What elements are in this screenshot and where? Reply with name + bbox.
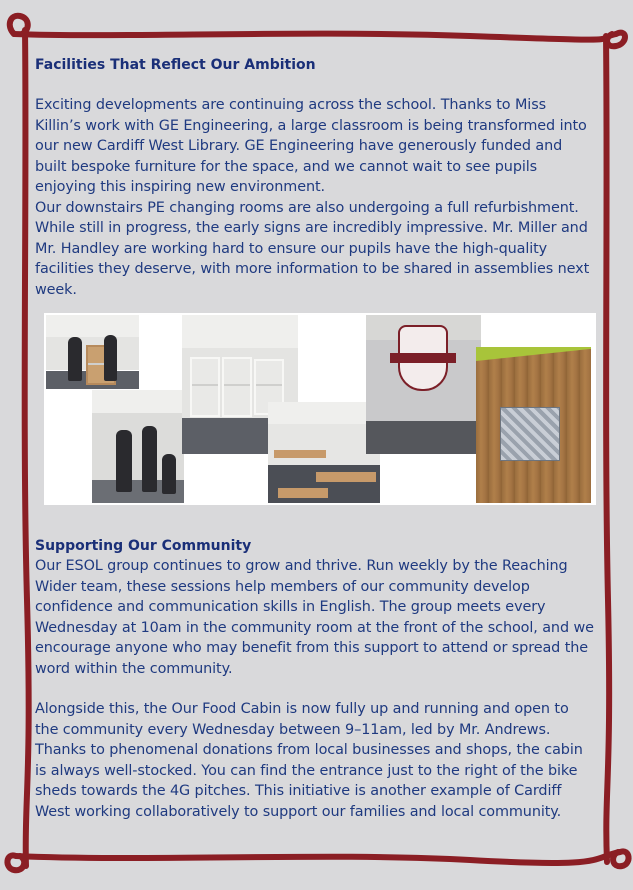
door-panel-photo [476,347,591,503]
text-line: Our ESOL group continues to grow and thrive. Run weekly by the Reaching [35,558,568,574]
text-line: Our downstairs PE changing rooms are also undergoing a full refurbishment. [35,199,579,216]
cardiff-west-crest-icon [398,325,448,391]
text-line: built bespoke furniture for the space, and we cannot wait to see pupils [35,158,538,175]
text-line: Wider team, these sessions help members of our community develop [35,578,530,595]
text-line: week. [35,281,77,298]
text-line: encourage anyone who may benefit from this support to attend or spread the [35,640,589,656]
text-line: West working collaboratively to support our families and local community. [35,803,562,820]
text-line: Wednesday at 10am in the community room at the front of the school, and we [35,619,594,636]
facilities-photo-collage [44,313,596,505]
community-content [35,537,597,822]
text-line: Thanks to phenomenal donations from local businesses and shops, the cabin [35,742,583,758]
text-line: our new Cardiff West Library. GE Engineering have generously funded and [35,138,563,154]
library-workers-photo [46,315,139,389]
text-line: Mr. Handley are working hard to ensure our pupils have the high-quality [35,240,548,257]
newsletter-content [35,56,597,300]
text-line: While still in progress, the early signs are incredibly impressive. Mr. Miller and [35,220,588,236]
text-line: enjoying this inspiring new environment. [35,179,325,195]
facilities-paragraph-1 [35,95,597,198]
text-line: word within the community. [35,660,233,677]
facilities-paragraph-2 [35,198,597,301]
metal-vent-icon [500,407,560,461]
text-line: Exciting developments are continuing across the school. Thanks to Miss [35,97,546,113]
section-heading-community: Supporting Our Community [35,538,252,554]
text-line: Alongside this, the Our Food Cabin is now fully up and running and open to [35,701,569,717]
section-heading-facilities: Facilities That Reflect Our Ambition [35,57,316,73]
community-paragraph-2 [35,699,597,822]
text-line: confidence and communication skills in English. The group meets every [35,599,546,615]
text-line: is always well-stocked. You can find the entrance just to the right of the bike [35,762,578,779]
community-paragraph-1 [35,556,597,679]
text-line: facilities they deserve, with more information to be shared in assemblies next [35,261,590,277]
inspection-photo [92,390,184,503]
text-line: Killin’s work with GE Engineering, a large classroom is being transformed into [35,117,587,134]
text-line: sheds towards the 4G pitches. This initiative is another example of Cardiff [35,783,562,799]
classroom-desks-photo [268,402,380,503]
school-logo-wall-photo [366,315,481,454]
text-line: the community every Wednesday between 9–11am, led by Mr. Andrews. [35,721,551,738]
